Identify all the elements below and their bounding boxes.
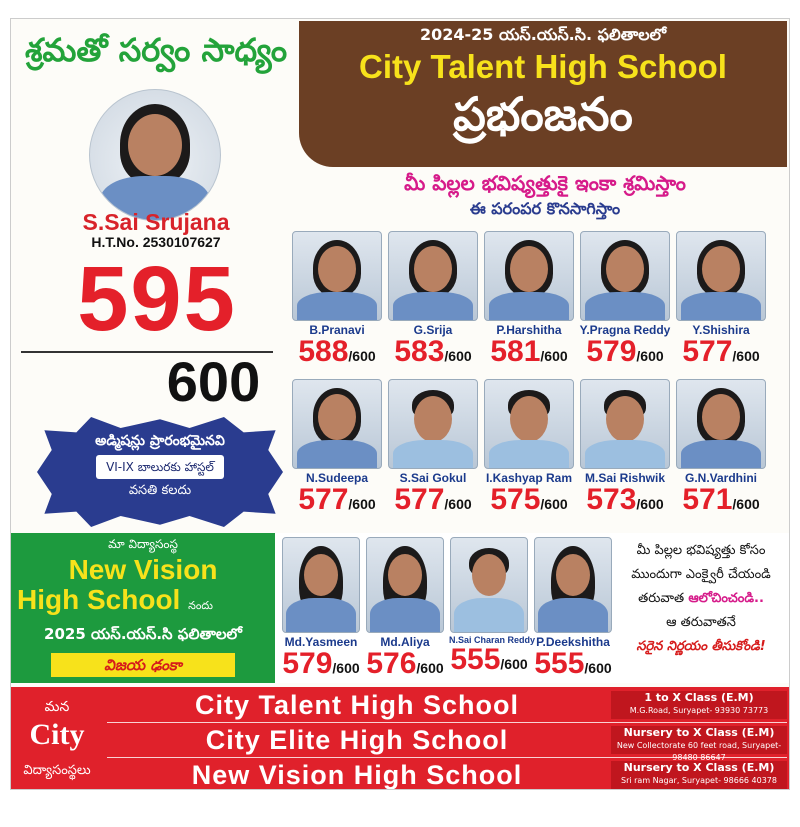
student-photo xyxy=(388,231,478,321)
admissions-line3: వసతి కలదు xyxy=(128,483,192,498)
student-score: 577/600 xyxy=(298,483,376,516)
student-name: G.Srija xyxy=(413,323,453,337)
tagline-2: ఈ పరంపర కొనసాగిస్తాం xyxy=(469,199,621,218)
advice-line3: తరువాత ఆలోచించండి.. xyxy=(638,591,764,606)
student-score: 571/600 xyxy=(682,483,760,516)
student-photo xyxy=(484,379,574,469)
student-card xyxy=(387,379,479,517)
student-photo xyxy=(580,231,670,321)
admissions-line2: VI-IX బాలురకు హాస్టల్ xyxy=(96,455,224,479)
admissions-line1: అడ్మిషన్లు ప్రారంభమైనవి xyxy=(95,433,225,449)
footer-school-info: 1 to X Class (E.M) M.G.Road, Suryapet- 93930 73773 xyxy=(611,691,787,719)
student-score: 579/600 xyxy=(586,335,664,368)
student-name: Y.Shishira xyxy=(692,323,750,337)
footer-school-row xyxy=(103,724,789,756)
footer-school-info: Nursery to X Class (E.M) New Collectorate 60 feet road, Suryapet- xyxy=(611,726,787,754)
student-score: 583/600 xyxy=(394,335,472,368)
tagline-1: మీ పిల్లల భవిష్యత్తుకై ఇంకా శ్రమిస్తాం xyxy=(404,171,686,195)
footer-school-name: New Vision High School xyxy=(191,760,523,790)
student-score: 555/600 xyxy=(450,643,528,676)
footer-school-info: Nursery to X Class (E.M) Sri ram Nagar, Suryapet- 98666 40378 xyxy=(611,761,787,789)
student-score: 573/600 xyxy=(586,483,664,516)
footer-divider xyxy=(107,757,787,758)
student-name: I.Kashyap Ram xyxy=(485,471,573,485)
student-photo xyxy=(580,379,670,469)
student-name: G.N.Vardhini xyxy=(684,471,757,485)
student-name: Y.Pragna Reddy xyxy=(579,323,671,337)
new-vision-name-1: New Vision xyxy=(68,554,218,585)
student-photo xyxy=(534,537,612,633)
student-score: 576/600 xyxy=(366,647,444,680)
student-photo xyxy=(450,537,528,633)
student-score: 579/600 xyxy=(282,647,360,680)
student-card xyxy=(675,231,767,369)
footer-mana: మన xyxy=(44,699,70,715)
new-vision-results-line: 2025 యస్.యస్.సి ఫలితాలలో xyxy=(44,625,242,643)
topper-score: 595 xyxy=(77,248,237,350)
results-header xyxy=(299,21,787,167)
advice-line2: ముందుగా ఎంక్వైరీ చేయండి xyxy=(631,567,771,582)
footer-city: City xyxy=(29,718,85,751)
new-vision-name-2: High School నందు xyxy=(17,584,213,615)
student-card xyxy=(365,537,445,681)
header-school-name: City Talent High School xyxy=(359,48,727,85)
student-score: 577/600 xyxy=(394,483,472,516)
footer-schools xyxy=(11,687,789,790)
student-photo xyxy=(282,537,360,633)
footer-school-name: City Talent High School xyxy=(194,690,519,720)
student-card xyxy=(449,537,536,677)
student-name: P.Harshitha xyxy=(496,323,562,337)
admissions-text xyxy=(55,431,265,501)
student-photo xyxy=(676,379,766,469)
footer-vidyasamsthalu: విద్యాసంస్థలు xyxy=(23,763,91,778)
student-photo xyxy=(292,231,382,321)
student-name: Md.Aliya xyxy=(380,635,430,649)
header-year-line: 2024-25 యస్.యస్.సి. ఫలితాలలో xyxy=(419,25,667,44)
footer-divider xyxy=(107,722,787,723)
student-card xyxy=(291,231,383,369)
student-photo xyxy=(292,379,382,469)
new-vision-victory: విజయ ఢంకా xyxy=(51,653,235,677)
student-card xyxy=(533,537,613,681)
student-score: 575/600 xyxy=(490,483,568,516)
student-name: B.Pranavi xyxy=(309,323,365,337)
advice-line4: ఆ తరువాతనే xyxy=(666,615,736,630)
student-card xyxy=(291,379,383,517)
advice-block xyxy=(615,539,787,659)
topper-photo xyxy=(89,89,221,221)
student-card xyxy=(675,379,767,517)
student-card xyxy=(281,537,361,681)
student-name: S.Sai Gokul xyxy=(399,471,467,485)
student-score: 555/600 xyxy=(534,647,612,680)
new-vision-intro: మా విద్యాసంస్థ xyxy=(108,537,178,551)
student-card xyxy=(387,231,479,369)
student-card xyxy=(483,379,575,517)
student-name: M.Sai Rishwik xyxy=(584,471,666,485)
student-card xyxy=(579,379,671,517)
student-score: 588/600 xyxy=(298,335,376,368)
footer-brand xyxy=(11,687,103,790)
student-score: 581/600 xyxy=(490,335,568,368)
new-vision-panel xyxy=(11,533,275,683)
advertisement xyxy=(10,18,790,790)
student-photo xyxy=(366,537,444,633)
motto-text: శ్రమతో సర్వం సాధ్యం xyxy=(24,31,288,69)
student-name: N.Sudeepa xyxy=(305,471,368,485)
topper-hall-ticket: H.T.No. 2530107627 xyxy=(91,234,221,250)
footer-school-row xyxy=(103,689,789,721)
student-card xyxy=(579,231,671,369)
footer-school-row xyxy=(103,759,789,790)
student-photo xyxy=(676,231,766,321)
advice-line1: మీ పిల్లల భవిష్యత్తు కోసం xyxy=(636,543,766,558)
student-score: 577/600 xyxy=(682,335,760,368)
student-card xyxy=(483,231,575,369)
topper-name: S.Sai Srujana xyxy=(82,209,230,235)
student-name: Md.Yasmeen xyxy=(284,635,358,649)
footer-school-name: City Elite High School xyxy=(205,725,509,755)
student-photo xyxy=(484,231,574,321)
student-photo xyxy=(388,379,478,469)
advice-line5: సరైన నిర్ణయం తీసుకోండి! xyxy=(636,639,766,654)
student-name: P.Deekshitha xyxy=(536,635,610,649)
topper-total: 600 xyxy=(166,350,261,413)
header-headline: ప్రభంజనం xyxy=(453,87,633,141)
student-name: N.Sai Charan Reddy xyxy=(449,635,536,645)
